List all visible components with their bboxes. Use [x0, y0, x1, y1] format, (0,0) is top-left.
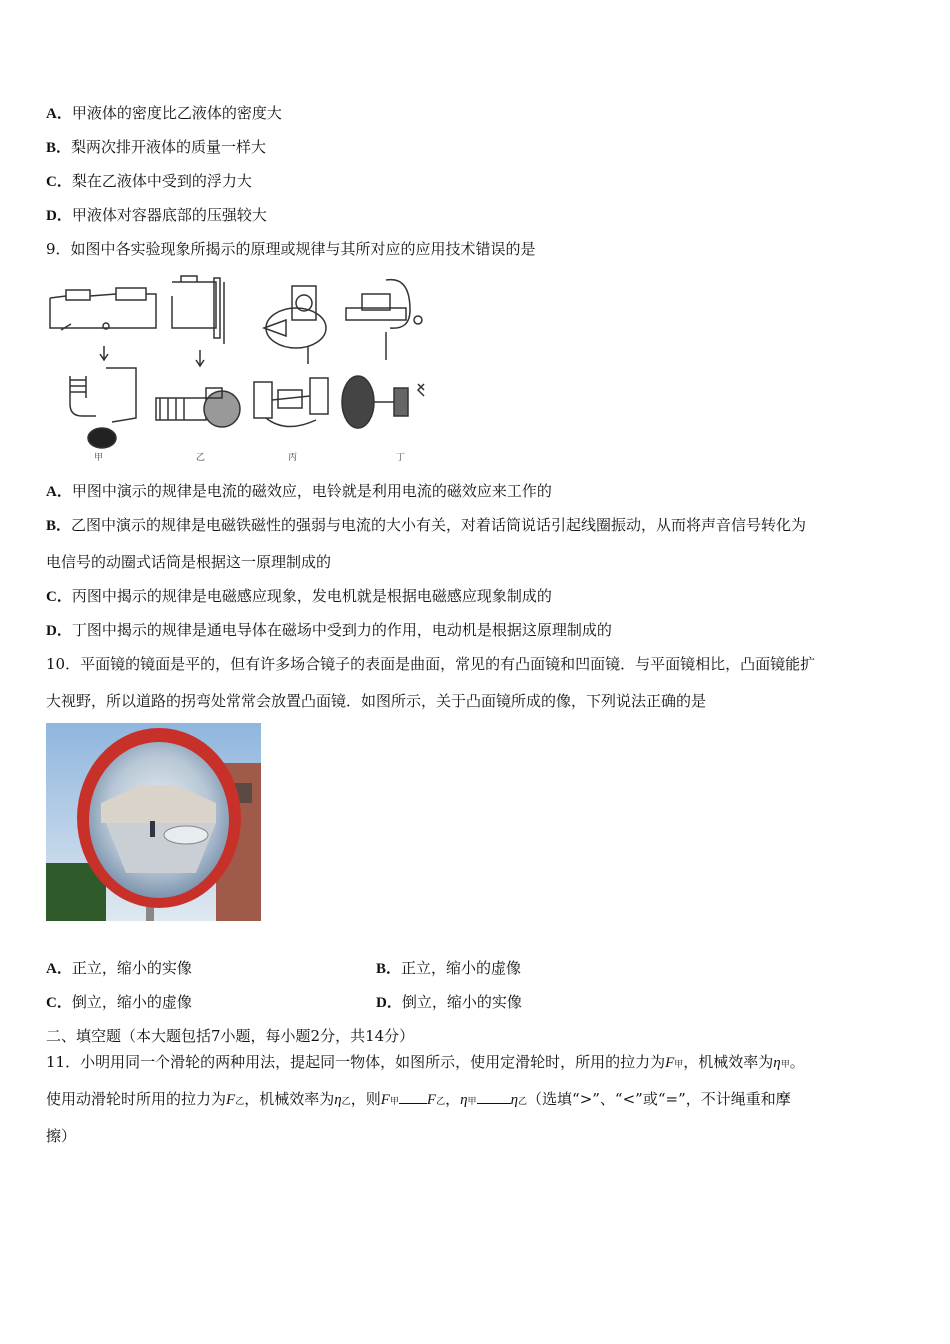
- option-letter: D．: [46, 208, 72, 224]
- subscript-yi: 乙: [436, 1097, 446, 1107]
- option-text: 倒立，缩小的虚像: [71, 993, 192, 1011]
- q9-experiment-figure: [46, 268, 440, 466]
- figure-label-yi: 乙: [196, 453, 206, 463]
- option-letter: B．: [46, 140, 72, 156]
- microphone-yi: [156, 388, 240, 427]
- subscript-jia: 甲: [467, 1097, 477, 1107]
- subscript-jia: 甲: [389, 1097, 399, 1107]
- option-text: 乙图中演示的规律是电磁铁磁性的强弱与电流的大小有关，对着话筒说话引起线圈振动，从而将声音信号转化为: [71, 516, 807, 534]
- q10-option-c: [46, 992, 192, 1013]
- q11-text: 。: [789, 1053, 805, 1071]
- option-text: 电信号的动圈式话筒是根据这一原理制成的: [46, 553, 332, 571]
- efficiency-symbol: η: [460, 1092, 468, 1108]
- option-text: 正立，缩小的虚像: [401, 959, 522, 977]
- figure-label-jia: 甲: [94, 453, 104, 463]
- option-text: 丁图中揭示的规律是通电导体在磁场中受到力的作用，电动机是根据这原理制成的: [71, 621, 612, 639]
- q9-option-b-cont: [46, 552, 331, 572]
- q11-text: （选填“>”、“<”或“=”，不计绳重和摩: [527, 1090, 791, 1108]
- option-text: 甲液体对容器底部的压强较大: [71, 206, 267, 224]
- answer-blank-1[interactable]: [399, 1089, 427, 1104]
- q11-line2: [46, 1089, 791, 1112]
- q11-text: ，机械效率为: [244, 1090, 335, 1108]
- circuit-diagram-yi: [172, 276, 224, 344]
- q11-text: 使用动滑轮时所用的拉力为: [46, 1090, 227, 1108]
- q10-option-d: [376, 992, 522, 1013]
- force-symbol: F: [665, 1055, 675, 1071]
- q8-option-d: [46, 205, 267, 226]
- q10-option-b: [376, 958, 521, 979]
- answer-blank-2[interactable]: [477, 1089, 511, 1104]
- efficiency-symbol: η: [773, 1055, 781, 1071]
- force-symbol: F: [226, 1092, 236, 1108]
- force-symbol: F: [426, 1092, 437, 1108]
- q8-option-a: [46, 103, 282, 124]
- q9-option-b: [46, 515, 806, 536]
- q9-option-c: [46, 586, 552, 607]
- option-text: 丙图中揭示的规律是电磁感应现象，发电机就是根据电磁感应现象制成的: [71, 587, 552, 605]
- option-text: 梨两次排开液体的质量一样大: [71, 138, 267, 156]
- q9-stem: 9．如图中各实验现象所揭示的原理或规律与其所对应的应用技术错误的是: [46, 240, 536, 258]
- section-heading: 二、填空题（本大题包括7小题，每小题2分，共14分）: [46, 1027, 415, 1045]
- option-text: 梨在乙液体中受到的浮力大: [71, 172, 252, 190]
- option-letter: C．: [46, 174, 72, 190]
- electric-bell-jia: [70, 368, 136, 448]
- option-text: 甲液体的密度比乙液体的密度大: [71, 104, 282, 122]
- option-letter: A．: [46, 484, 72, 500]
- q10-option-a: [46, 958, 192, 979]
- q8-option-c: [46, 171, 252, 192]
- q11-text: 11．小明用同一个滑轮的两种用法，提起同一物体，如图所示，使用定滑轮时，所用的拉力为: [46, 1053, 666, 1071]
- apparatus-ding: [346, 280, 422, 360]
- q9-option-a: [46, 481, 552, 502]
- option-letter: D．: [46, 623, 72, 639]
- q10-stem-line2: 大视野，所以道路的拐弯处常常会放置凸面镜．如图所示，关于凸面镜所成的像，下列说法正确的是: [46, 692, 707, 710]
- q11-line3: 擦）: [46, 1127, 77, 1145]
- q10-stem-line1: 10．平面镜的镜面是平的，但有许多场合镜子的表面是曲面，常见的有凸面镜和凹面镜．与平面镜相比，凸面镜能扩: [46, 655, 816, 673]
- q11-line1: [46, 1052, 805, 1075]
- subscript-jia: 甲: [780, 1060, 790, 1070]
- convex-mirror-photo: [46, 723, 261, 921]
- option-letter: D．: [376, 995, 402, 1011]
- figure-label-bing: 丙: [288, 453, 298, 463]
- figure-label-ding: 丁: [396, 453, 406, 463]
- force-symbol: F: [380, 1092, 390, 1108]
- option-letter: A．: [46, 106, 72, 122]
- q11-text: ，则: [350, 1090, 381, 1108]
- generator-bing: [254, 378, 328, 427]
- option-letter: A．: [46, 961, 72, 977]
- q8-option-b: [46, 137, 266, 158]
- option-text: 甲图中演示的规律是电流的磁效应，电铃就是利用电流的磁效应来工作的: [71, 482, 552, 500]
- subscript-yi: 乙: [341, 1097, 351, 1107]
- option-letter: B．: [46, 518, 72, 534]
- option-letter: C．: [46, 995, 72, 1011]
- apparatus-bing: [264, 286, 326, 364]
- option-text: 正立，缩小的实像: [71, 959, 192, 977]
- q9-option-d: [46, 620, 612, 641]
- subscript-yi: 乙: [518, 1097, 528, 1107]
- efficiency-symbol: η: [510, 1092, 519, 1108]
- motor-ding: [342, 376, 424, 428]
- circuit-diagram-jia: [50, 288, 156, 330]
- efficiency-symbol: η: [334, 1092, 342, 1108]
- q11-text: ，: [445, 1090, 461, 1108]
- q11-text: ，机械效率为: [683, 1053, 774, 1071]
- option-text: 倒立，缩小的实像: [401, 993, 522, 1011]
- subscript-jia: 甲: [674, 1060, 684, 1070]
- subscript-yi: 乙: [235, 1097, 245, 1107]
- option-letter: B．: [376, 961, 402, 977]
- option-letter: C．: [46, 589, 72, 605]
